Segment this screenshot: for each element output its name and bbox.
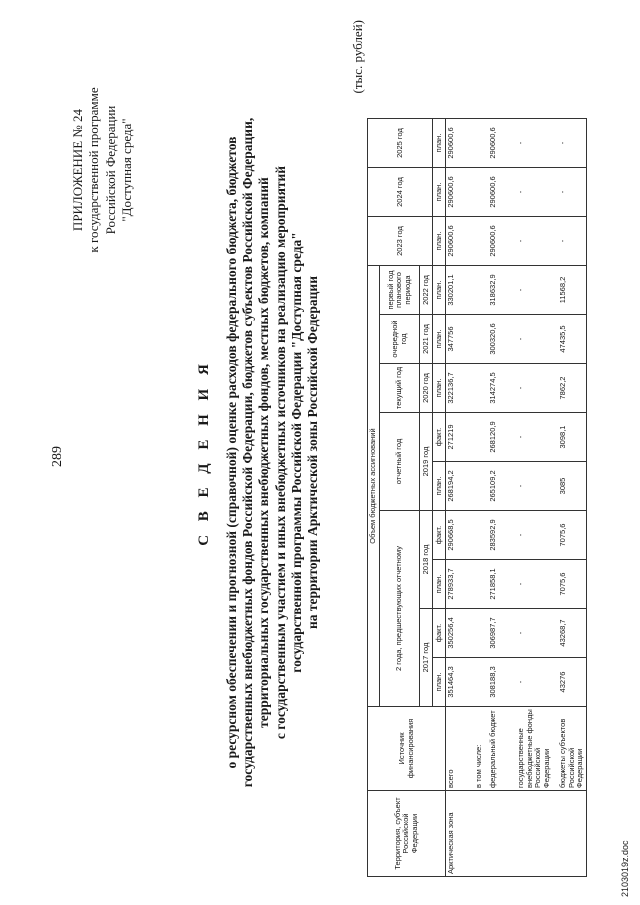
table-row — [474, 119, 488, 877]
header-year-2021: 2021 год — [420, 315, 433, 364]
value-cell: 11568,2 — [558, 266, 587, 315]
table-row — [516, 119, 558, 877]
value-cell: 350256,4 — [446, 609, 475, 658]
header-year-2019: 2019 год — [420, 413, 433, 511]
header-year-2023: 2023 год — [368, 217, 433, 266]
value-cell — [474, 462, 488, 511]
value-cell: 322136,7 — [446, 364, 475, 413]
value-cell: - — [516, 560, 558, 609]
value-cell: - — [516, 413, 558, 462]
source-cell: федеральный бюджет — [488, 707, 516, 791]
value-cell: 351464,3 — [446, 658, 475, 707]
value-cell: 43268,7 — [558, 609, 587, 658]
header-volume: Объем бюджетных ассигнований — [368, 266, 380, 707]
value-cell: 290600,6 — [446, 119, 475, 168]
header-plan: план. — [433, 560, 446, 609]
value-cell: - — [516, 315, 558, 364]
header-plan: план. — [433, 217, 446, 266]
subtitle-line: территориальных государственных внебюджетных фондов, местных бюджетов, компаний — [256, 177, 272, 728]
value-cell — [474, 364, 488, 413]
value-cell — [474, 609, 488, 658]
budget-table-body — [446, 119, 587, 877]
value-cell: 283592,9 — [488, 511, 516, 560]
value-cell: - — [558, 119, 587, 168]
value-cell: 268194,2 — [446, 462, 475, 511]
territory-cell — [558, 791, 587, 877]
value-cell: - — [516, 364, 558, 413]
value-cell: 3085 — [558, 462, 587, 511]
territory-cell: Арктическая зона — [446, 791, 475, 877]
header-current-year: текущий год — [380, 364, 420, 413]
header-two-years-prior: 2 года, предшествующих отчетному — [380, 511, 420, 707]
document-subtitle — [224, 60, 321, 845]
value-cell: - — [558, 217, 587, 266]
header-fact: факт. — [433, 511, 446, 560]
subtitle-line: государственной программы Российской Федерации "Доступная среда" — [288, 232, 304, 673]
subtitle-line: о ресурсном обеспечении и прогнозной (справочной) оценке расходов федерального бюджета, бюджетов — [224, 136, 239, 769]
document-title: С В Е Д Е Н И Я — [196, 359, 212, 546]
subtitle-line: с государственным участием и иных внебюджетных источников на реализацию мероприятий — [272, 165, 288, 740]
header-year-2024: 2024 год — [368, 168, 433, 217]
value-cell: - — [516, 168, 558, 217]
value-cell: 300320,6 — [488, 315, 516, 364]
value-cell — [474, 658, 488, 707]
appendix-number: ПРИЛОЖЕНИЕ № 24 — [70, 108, 85, 232]
value-cell: 278933,7 — [446, 560, 475, 609]
header-plan: план. — [433, 119, 446, 168]
value-cell: 7862,2 — [558, 364, 587, 413]
value-cell — [474, 511, 488, 560]
value-cell: 290600,6 — [446, 217, 475, 266]
territory-cell — [516, 791, 558, 877]
value-cell: 290600,6 — [488, 119, 516, 168]
appendix-line: к государственной программе — [86, 87, 102, 253]
value-cell — [474, 168, 488, 217]
header-year-2018: 2018 год — [420, 511, 433, 609]
value-cell: 290668,5 — [446, 511, 475, 560]
value-cell: 308188,3 — [488, 658, 516, 707]
table-row — [558, 119, 587, 877]
value-cell: 290600,6 — [446, 168, 475, 217]
header-fact: факт. — [433, 609, 446, 658]
value-cell: 330201,1 — [446, 266, 475, 315]
value-cell: 314274,5 — [488, 364, 516, 413]
header-year-2025: 2025 год — [368, 119, 433, 168]
page-number: 289 — [50, 446, 65, 467]
appendix-header — [70, 20, 135, 320]
table-row — [446, 119, 475, 877]
value-cell: - — [516, 658, 558, 707]
value-cell: - — [558, 168, 587, 217]
document-code: 2103019z.doc — [620, 840, 630, 897]
header-plan: план. — [433, 168, 446, 217]
source-cell: государственные внебюджетные фонды Российской Федерации — [516, 707, 558, 791]
value-cell: - — [516, 511, 558, 560]
value-cell: 268120,9 — [488, 413, 516, 462]
table-row — [488, 119, 516, 877]
header-year-2020: 2020 год — [420, 364, 433, 413]
value-cell: 306987,7 — [488, 609, 516, 658]
value-cell — [474, 119, 488, 168]
value-cell: 271219 — [446, 413, 475, 462]
header-next-year: очередной год — [380, 315, 420, 364]
value-cell: - — [516, 609, 558, 658]
value-cell: 290600,6 — [488, 168, 516, 217]
value-cell — [474, 315, 488, 364]
header-year-2017: 2017 год — [420, 609, 433, 707]
subtitle-line: государственных внебюджетных фондов Российской Федерации, бюджетов субъектов Российской Федерации, — [240, 117, 256, 788]
value-cell: 265109,2 — [488, 462, 516, 511]
header-first-plan-year: первый год планового периода — [380, 266, 420, 315]
header-plan: план. — [433, 462, 446, 511]
header-fact: факт. — [433, 413, 446, 462]
header-territory: Территория, субъект Российской Федерации — [368, 791, 446, 877]
value-cell: 3098,1 — [558, 413, 587, 462]
value-cell — [474, 413, 488, 462]
header-source: Источник финансирования — [368, 707, 446, 791]
header-reporting-year: отчетный год — [380, 413, 420, 511]
value-cell — [474, 266, 488, 315]
source-cell: всего — [446, 707, 475, 791]
header-plan: план. — [433, 315, 446, 364]
value-cell: 347756 — [446, 315, 475, 364]
source-cell: бюджеты субъектов Российской Федерации — [558, 707, 587, 791]
header-plan: план. — [433, 266, 446, 315]
header-plan: план. — [433, 658, 446, 707]
value-cell: 47435,5 — [558, 315, 587, 364]
value-cell: 271858,1 — [488, 560, 516, 609]
value-cell: - — [516, 217, 558, 266]
value-cell: 318632,9 — [488, 266, 516, 315]
units-label: (тыс. рублей) — [350, 20, 365, 94]
value-cell: - — [516, 119, 558, 168]
value-cell — [474, 560, 488, 609]
value-cell — [474, 217, 488, 266]
value-cell: - — [516, 266, 558, 315]
value-cell: 290600,6 — [488, 217, 516, 266]
value-cell: 7075,6 — [558, 511, 587, 560]
appendix-line: Российской Федерации — [102, 105, 118, 235]
subtitle-line: на территории Арктической зоны Российской Федерации — [304, 276, 320, 629]
source-cell: в том числе: — [474, 707, 488, 791]
appendix-program-name: "Доступная среда" — [118, 118, 134, 222]
territory-cell — [488, 791, 516, 877]
header-plan: план. — [433, 364, 446, 413]
value-cell: - — [516, 462, 558, 511]
budget-table — [367, 118, 587, 877]
header-year-2022: 2022 год — [420, 266, 433, 315]
territory-cell — [474, 791, 488, 877]
value-cell: 43276 — [558, 658, 587, 707]
value-cell: 7075,6 — [558, 560, 587, 609]
